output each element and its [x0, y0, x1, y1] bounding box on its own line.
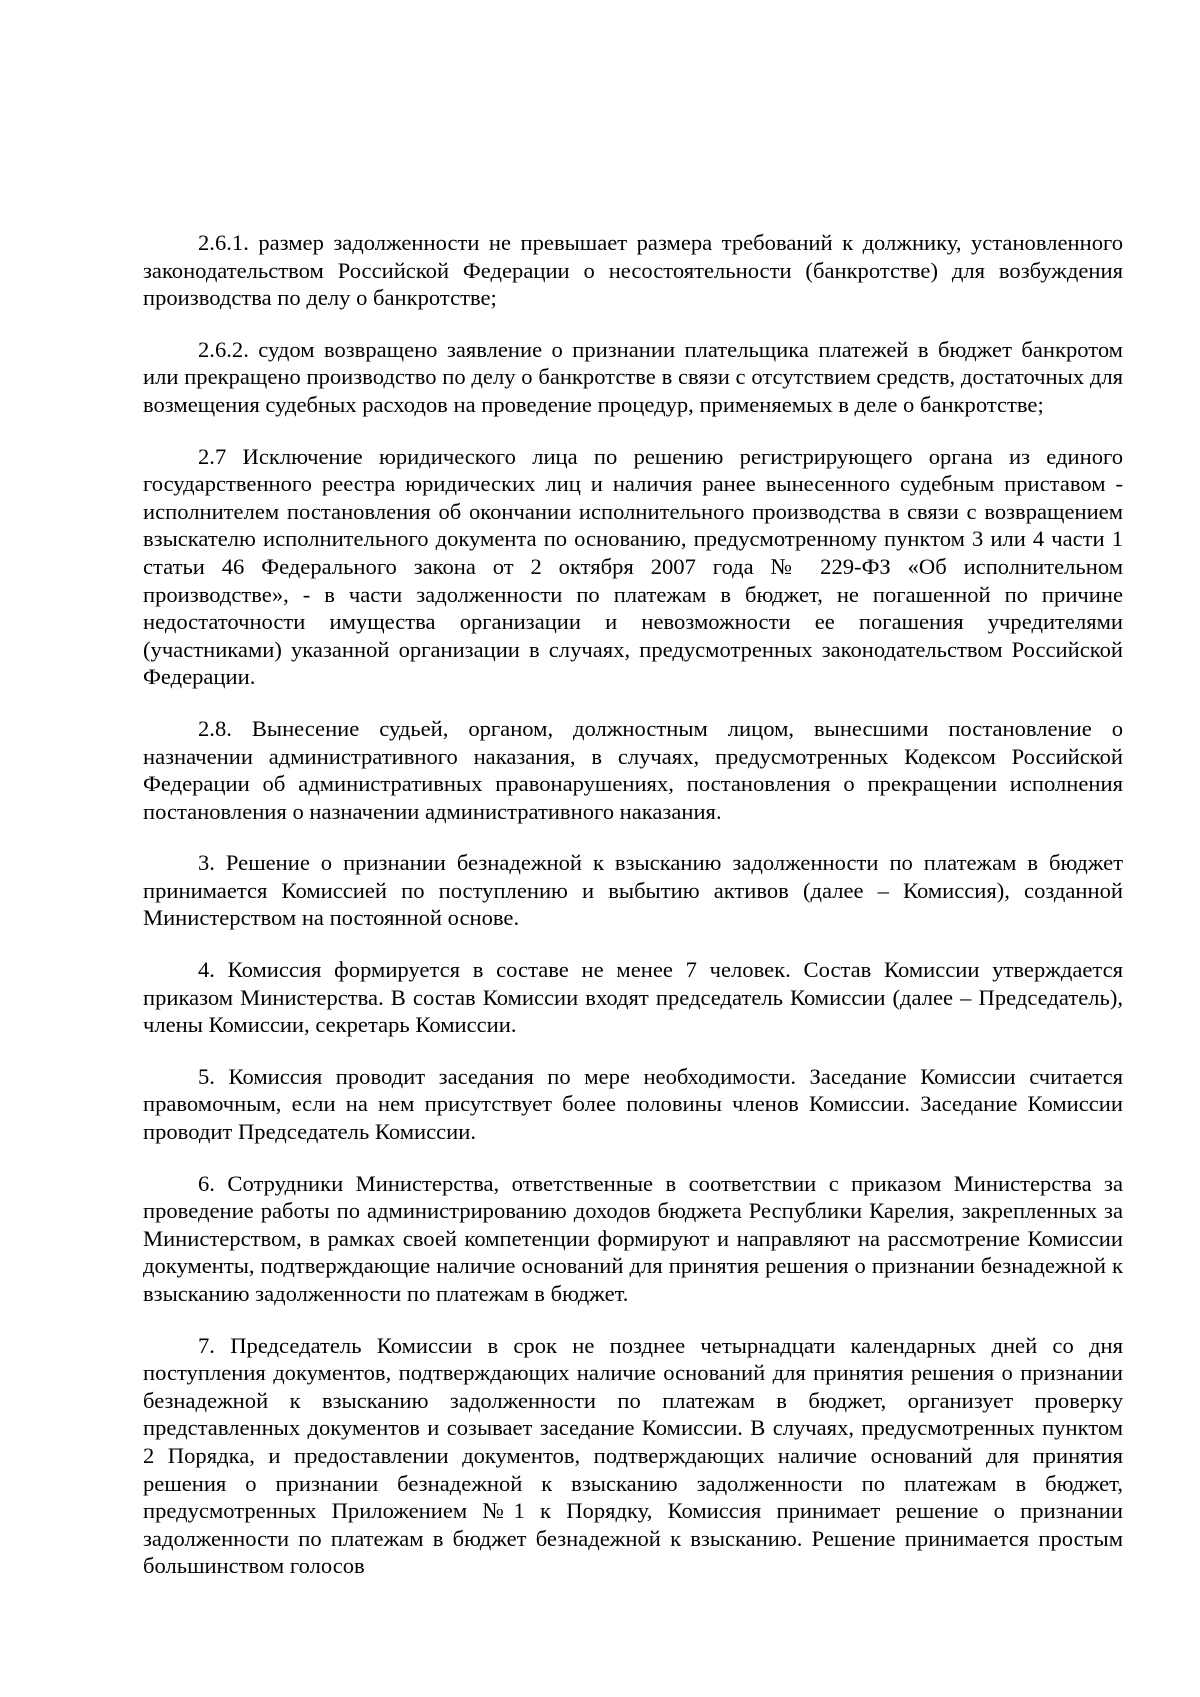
- paragraph-2-6-2: 2.6.2. судом возвращено заявление о признании плательщика платежей в бюджет банкротом или прекращено производство по делу о банкротстве в связи с отсутствием средств, достаточных для возмещения судебных расходов на проведение процедур, применяемых в деле о банкротстве;: [143, 336, 1123, 417]
- paragraph-5: 5. Комиссия проводит заседания по мере необходимости. Заседание Комиссии считается правомочным, если на нем присутствует более половины членов Комиссии. Заседание Комиссии проводит Председатель Комиссии.: [143, 1063, 1123, 1145]
- paragraph-2-8: 2.8. Вынесение судьей, органом, должностным лицом, вынесшими постановление о назначении административного наказания, в случаях, предусмотренных Кодексом Российской Федерации об административных правонарушениях, постановления о прекращении исполнения постановления о назначении административного наказания.: [143, 715, 1123, 824]
- paragraph-7: 7. Председатель Комиссии в срок не позднее четырнадцати календарных дней со дня поступления документов, подтверждающих наличие оснований для принятия решения о признании безнадежной к взысканию задолженности по платежам в бюджет, организует проверку представленных документов и созывает заседание Комиссии. В случаях, предусмотренных пунктом 2 Порядка, и предоставлении документов, подтверждающих наличие оснований для принятия решения о признании безнадежной к взысканию задолженности по платежам в бюджет, предусмотренных Приложением №1 к Порядку, Комиссия принимает решение о признании задолженности по платежам в бюджет безнадежной к взысканию. Решение принимается простым большинством голосов: [143, 1332, 1123, 1579]
- paragraph-3: 3. Решение о признании безнадежной к взысканию задолженности по платежам в бюджет принимается Комиссией по поступлению и выбытию активов (далее – Комиссия), созданной Министерством на постоянной основе.: [143, 850, 1123, 931]
- paragraph-6: 6. Сотрудники Министерства, ответственные в соответствии с приказом Министерства за проведение работы по администрированию доходов бюджета Республики Карелия, закрепленных за Министерством, в рамках своей компетенции формируют и направляют на рассмотрение Комиссии документы, подтверждающие наличие оснований для принятия решения о признании безнадежной к взысканию задолженности по платежам в бюджет.: [143, 1170, 1123, 1306]
- paragraph-2-7: 2.7 Исключение юридического лица по решению регистрирующего органа из единого государственного реестра юридических лиц и наличия ранее вынесенного судебным приставом - исполнителем постановления об окончании исполнительного производства в связи с возвращением взыскателю исполнительного документа по основанию, предусмотренному пунктом 3 или 4 части 1 статьи 46 Федерального закона от 2 октября 2007 года № 229-ФЗ «Об исполнительном производстве», - в части задолженности по платежам в бюджет, не погашенной по причине недостаточности имущества организации и невозможности ее погашения учредителями (участниками) указанной организации в случаях, предусмотренных законодательством Российской Федерации.: [143, 443, 1123, 690]
- document-body: [143, 229, 1123, 1580]
- paragraph-4: 4. Комиссия формируется в составе не менее 7 человек. Состав Комиссии утверждается приказом Министерства. В состав Комиссии входят председатель Комиссии (далее – Председатель), члены Комиссии, секретарь Комиссии.: [143, 957, 1123, 1038]
- paragraph-2-6-1: 2.6.1. размер задолженности не превышает размера требований к должнику, установленного законодательством Российской Федерации о несостоятельности (банкротстве) для возбуждения производства по делу о банкротстве;: [143, 230, 1123, 311]
